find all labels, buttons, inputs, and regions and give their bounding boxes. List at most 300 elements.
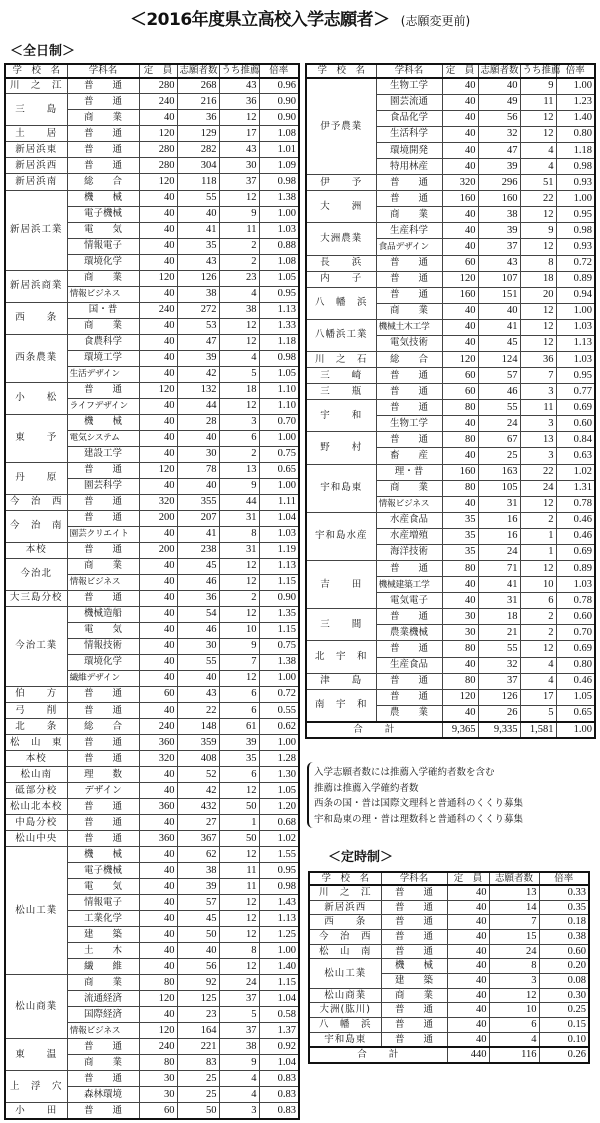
- value-cell: 36: [177, 110, 219, 126]
- value-cell: 40: [442, 448, 478, 464]
- value-cell: 40: [139, 286, 177, 302]
- table-row: [5, 1039, 299, 1055]
- value-cell: 40: [442, 416, 478, 432]
- value-cell: 120: [139, 382, 177, 398]
- value-cell: 40: [139, 911, 177, 927]
- value-cell: 160: [442, 191, 478, 207]
- value-cell: 60: [442, 368, 478, 384]
- value-cell: 1.55: [259, 847, 299, 863]
- value-cell: 12: [219, 606, 259, 622]
- value-cell: 120: [442, 689, 478, 705]
- value-cell: 1.03: [556, 319, 595, 335]
- school-name: 長 浜: [306, 255, 376, 271]
- value-cell: 1.37: [259, 1023, 299, 1039]
- value-cell: 0.84: [556, 432, 595, 448]
- value-cell: 124: [478, 352, 520, 368]
- value-cell: 40: [442, 110, 478, 126]
- value-cell: 39: [478, 223, 520, 239]
- value-cell: 40: [177, 670, 219, 686]
- value-cell: 22: [520, 464, 556, 480]
- value-cell: 1.11: [259, 494, 299, 510]
- school-name: 三 島: [5, 94, 67, 126]
- school-name: 野 村: [306, 432, 376, 464]
- value-cell: 40: [177, 206, 219, 222]
- value-cell: 12: [219, 895, 259, 911]
- value-cell: 160: [442, 464, 478, 480]
- value-cell: 15: [489, 930, 539, 945]
- value-cell: 304: [177, 158, 219, 174]
- value-cell: 0.69: [556, 544, 595, 560]
- value-cell: 40: [139, 334, 177, 350]
- value-cell: 120: [139, 174, 177, 190]
- value-cell: 32: [478, 126, 520, 142]
- value-cell: 11: [520, 94, 556, 110]
- table-row: [306, 609, 595, 625]
- value-cell: 41: [177, 526, 219, 542]
- table-row: [306, 78, 595, 94]
- value-cell: 39: [478, 159, 520, 175]
- value-cell: 3: [219, 414, 259, 430]
- value-cell: 12: [219, 190, 259, 206]
- value-cell: 0.98: [259, 350, 299, 366]
- total-capacity: 9,365: [442, 722, 478, 738]
- value-cell: 14: [489, 900, 539, 915]
- value-cell: 2: [219, 446, 259, 462]
- value-cell: 7: [489, 915, 539, 930]
- value-cell: 282: [177, 142, 219, 158]
- dept-name: 普 通: [381, 900, 447, 915]
- dept-name: 普 通: [376, 191, 442, 207]
- value-cell: 5: [219, 366, 259, 382]
- value-cell: 43: [219, 142, 259, 158]
- value-cell: 83: [177, 1055, 219, 1071]
- note: 推薦は推薦入学確約者数: [314, 782, 419, 794]
- value-cell: 40: [447, 900, 489, 915]
- school-name: 西 条: [309, 915, 381, 930]
- dept-name: 普 通: [381, 944, 447, 959]
- total-applicants: 116: [489, 1047, 539, 1063]
- dept-name: 工業化学: [67, 911, 139, 927]
- value-cell: 0.65: [259, 462, 299, 478]
- value-cell: 0.89: [556, 271, 595, 287]
- dept-name: 普 通: [381, 1032, 447, 1047]
- value-cell: 120: [442, 352, 478, 368]
- table-row: [306, 352, 595, 368]
- dept-name: 機 械: [67, 847, 139, 863]
- value-cell: 12: [520, 207, 556, 223]
- dept-name: 森林環境: [67, 1087, 139, 1103]
- value-cell: 8: [219, 943, 259, 959]
- value-cell: 41: [177, 222, 219, 238]
- value-cell: 40: [139, 318, 177, 334]
- col-applicants: 志願者数: [489, 872, 539, 885]
- dept-name: 普 通: [381, 1018, 447, 1033]
- table-row: [5, 606, 299, 622]
- value-cell: 0.33: [539, 885, 589, 900]
- dept-name: 機械造船: [67, 606, 139, 622]
- dept-name: 普 通: [376, 609, 442, 625]
- dept-name: 情報ビジネス: [67, 574, 139, 590]
- value-cell: 71: [478, 561, 520, 577]
- teiji-table: [308, 871, 590, 1064]
- value-cell: 7: [520, 368, 556, 384]
- value-cell: 0.93: [556, 239, 595, 255]
- dept-name: 水産食品: [376, 512, 442, 528]
- notes: [307, 762, 597, 828]
- table-row: [5, 1103, 299, 1119]
- value-cell: 12: [520, 496, 556, 512]
- col-dept: 学科名: [67, 64, 139, 78]
- value-cell: 35: [442, 512, 478, 528]
- table-row: [5, 751, 299, 767]
- dept-name: 情報ビジネス: [67, 1023, 139, 1039]
- school-name: 上 浮 穴: [5, 1071, 67, 1103]
- dept-name: 総 合: [376, 352, 442, 368]
- value-cell: 12: [219, 558, 259, 574]
- value-cell: 30: [177, 638, 219, 654]
- value-cell: 28: [177, 414, 219, 430]
- value-cell: 1.10: [259, 398, 299, 414]
- value-cell: 0.60: [539, 944, 589, 959]
- value-cell: 129: [177, 126, 219, 142]
- value-cell: 216: [177, 94, 219, 110]
- zennichi-table-left: [4, 63, 300, 1120]
- school-name: 今 治 西: [5, 494, 67, 510]
- value-cell: 1.04: [259, 1055, 299, 1071]
- value-cell: 1.09: [259, 158, 299, 174]
- value-cell: 8: [219, 526, 259, 542]
- school-name: 小 松: [5, 382, 67, 414]
- value-cell: 16: [478, 528, 520, 544]
- table-row: [309, 1032, 589, 1047]
- value-cell: 25: [478, 448, 520, 464]
- dept-name: 農 業: [376, 705, 442, 722]
- value-cell: 25: [177, 1071, 219, 1087]
- value-cell: 1: [520, 528, 556, 544]
- value-cell: 40: [442, 335, 478, 351]
- total-capacity: 440: [447, 1047, 489, 1063]
- value-cell: 1.03: [556, 577, 595, 593]
- value-cell: 54: [177, 606, 219, 622]
- school-name: 今治工業: [5, 606, 67, 686]
- value-cell: 40: [447, 930, 489, 945]
- value-cell: 0.90: [259, 94, 299, 110]
- col-recommended: うち推薦: [219, 64, 259, 78]
- total-row: [306, 722, 595, 738]
- value-cell: 40: [139, 222, 177, 238]
- dept-name: 普 通: [376, 673, 442, 689]
- value-cell: 40: [442, 143, 478, 159]
- value-cell: 238: [177, 542, 219, 558]
- dept-name: 繊維デザイン: [67, 670, 139, 686]
- school-name: 宇和島東: [309, 1032, 381, 1047]
- value-cell: 40: [139, 895, 177, 911]
- value-cell: 37: [219, 1023, 259, 1039]
- value-cell: 118: [177, 174, 219, 190]
- value-cell: 43: [177, 254, 219, 270]
- value-cell: 18: [520, 271, 556, 287]
- value-cell: 50: [177, 927, 219, 943]
- dept-name: 電 気: [67, 879, 139, 895]
- value-cell: 9: [219, 206, 259, 222]
- value-cell: 4: [219, 350, 259, 366]
- value-cell: 41: [478, 577, 520, 593]
- value-cell: 6: [219, 767, 259, 783]
- value-cell: 125: [177, 991, 219, 1007]
- value-cell: 367: [177, 831, 219, 847]
- value-cell: 40: [139, 783, 177, 799]
- value-cell: 20: [520, 287, 556, 303]
- value-cell: 40: [139, 927, 177, 943]
- value-cell: 126: [478, 689, 520, 705]
- value-cell: 30: [139, 1071, 177, 1087]
- table-row: [5, 1071, 299, 1087]
- value-cell: 31: [478, 593, 520, 609]
- value-cell: 40: [442, 593, 478, 609]
- school-name: 三 瓶: [306, 384, 376, 400]
- value-cell: 0.46: [556, 528, 595, 544]
- dept-name: 普 通: [67, 1103, 139, 1119]
- dept-name: 情報ビジネス: [67, 286, 139, 302]
- value-cell: 67: [478, 432, 520, 448]
- value-cell: 40: [139, 238, 177, 254]
- dept-name: 電気システム: [67, 430, 139, 446]
- value-cell: 6: [219, 703, 259, 719]
- value-cell: 40: [447, 1018, 489, 1033]
- col-school: 学 校 名: [309, 872, 381, 885]
- value-cell: 0.72: [259, 686, 299, 702]
- dept-name: 商 業: [67, 1055, 139, 1071]
- value-cell: 40: [139, 190, 177, 206]
- value-cell: 200: [139, 542, 177, 558]
- dept-name: 電気電子: [376, 593, 442, 609]
- value-cell: 31: [219, 510, 259, 526]
- school-name: 大洲農業: [306, 223, 376, 255]
- value-cell: 42: [177, 783, 219, 799]
- school-name: 西 条: [5, 302, 67, 334]
- value-cell: 1.10: [259, 382, 299, 398]
- value-cell: 4: [219, 1071, 259, 1087]
- col-applicants: 志願者数: [177, 64, 219, 78]
- value-cell: 40: [139, 767, 177, 783]
- value-cell: 1.13: [259, 302, 299, 318]
- value-cell: 22: [177, 703, 219, 719]
- table-row: [5, 703, 299, 719]
- table-row: [5, 510, 299, 526]
- value-cell: 1.15: [259, 574, 299, 590]
- value-cell: 0.80: [556, 126, 595, 142]
- value-cell: 296: [478, 175, 520, 191]
- col-school: 学 校 名: [5, 64, 67, 78]
- dept-name: 水産増殖: [376, 528, 442, 544]
- value-cell: 4: [520, 673, 556, 689]
- value-cell: 12: [520, 319, 556, 335]
- value-cell: 40: [139, 863, 177, 879]
- value-cell: 41: [478, 319, 520, 335]
- value-cell: 51: [520, 175, 556, 191]
- value-cell: 120: [139, 1023, 177, 1039]
- table-row: [5, 542, 299, 558]
- table-row: [5, 767, 299, 783]
- value-cell: 1.02: [556, 464, 595, 480]
- dept-name: 情報電子: [67, 238, 139, 254]
- dept-name: 食農科学: [67, 334, 139, 350]
- value-cell: 2: [219, 590, 259, 606]
- value-cell: 7: [219, 654, 259, 670]
- school-name: 新居浜東: [5, 142, 67, 158]
- value-cell: 360: [139, 735, 177, 751]
- value-cell: 12: [520, 110, 556, 126]
- value-cell: 268: [177, 78, 219, 94]
- value-cell: 40: [139, 590, 177, 606]
- value-cell: 8: [489, 959, 539, 974]
- value-cell: 12: [520, 239, 556, 255]
- value-cell: 0.58: [259, 1007, 299, 1023]
- value-cell: 0.96: [259, 78, 299, 94]
- value-cell: 61: [219, 719, 259, 735]
- value-cell: 40: [139, 254, 177, 270]
- table-row: [5, 975, 299, 991]
- value-cell: 0.95: [556, 368, 595, 384]
- value-cell: 56: [177, 959, 219, 975]
- value-cell: 1.15: [259, 622, 299, 638]
- value-cell: 40: [139, 206, 177, 222]
- value-cell: 1.04: [259, 510, 299, 526]
- table-row: [5, 78, 299, 94]
- value-cell: 148: [177, 719, 219, 735]
- value-cell: 32: [478, 657, 520, 673]
- value-cell: 42: [177, 366, 219, 382]
- school-name: 北 宇 和: [306, 641, 376, 673]
- value-cell: 0.38: [539, 930, 589, 945]
- value-cell: 40: [139, 446, 177, 462]
- table-row: [5, 334, 299, 350]
- table-row: [306, 223, 595, 239]
- value-cell: 50: [219, 831, 259, 847]
- teiji-body: [309, 885, 589, 1047]
- dept-name: 普 通: [376, 384, 442, 400]
- value-cell: 280: [139, 158, 177, 174]
- value-cell: 200: [139, 510, 177, 526]
- value-cell: 0.70: [556, 625, 595, 641]
- value-cell: 1.25: [259, 927, 299, 943]
- dept-name: 環境化学: [67, 254, 139, 270]
- value-cell: 12: [219, 398, 259, 414]
- dept-name: 園芸流通: [376, 94, 442, 110]
- table-row: [306, 464, 595, 480]
- value-cell: 5: [520, 705, 556, 722]
- table-row: [5, 382, 299, 398]
- total-label: 合 計: [306, 722, 442, 738]
- value-cell: 3: [520, 448, 556, 464]
- dept-name: 農業機械: [376, 625, 442, 641]
- value-cell: 0.83: [259, 1103, 299, 1119]
- dept-name: 園芸クリエイト: [67, 526, 139, 542]
- value-cell: 1.00: [259, 735, 299, 751]
- value-cell: 12: [219, 927, 259, 943]
- value-cell: 1.38: [259, 190, 299, 206]
- school-name: 砥部分校: [5, 783, 67, 799]
- value-cell: 24: [219, 975, 259, 991]
- value-cell: 40: [447, 988, 489, 1003]
- value-cell: 160: [478, 191, 520, 207]
- value-cell: 57: [478, 368, 520, 384]
- value-cell: 55: [177, 190, 219, 206]
- value-cell: 0.83: [259, 1071, 299, 1087]
- school-name: 丹 原: [5, 462, 67, 494]
- value-cell: 55: [478, 641, 520, 657]
- value-cell: 47: [478, 143, 520, 159]
- value-cell: 40: [447, 885, 489, 900]
- value-cell: 1.00: [556, 78, 595, 94]
- school-name: 松山中央: [5, 831, 67, 847]
- value-cell: 80: [442, 641, 478, 657]
- dept-name: 普 通: [67, 462, 139, 478]
- value-cell: 50: [177, 1103, 219, 1119]
- value-cell: 35: [177, 238, 219, 254]
- value-cell: 12: [219, 959, 259, 975]
- value-cell: 1.13: [259, 911, 299, 927]
- value-cell: 40: [139, 430, 177, 446]
- dept-name: 普 通: [67, 751, 139, 767]
- value-cell: 1.02: [259, 831, 299, 847]
- school-name: 川 之 石: [306, 352, 376, 368]
- value-cell: 80: [139, 975, 177, 991]
- value-cell: 24: [478, 416, 520, 432]
- value-cell: 38: [177, 286, 219, 302]
- school-name: 松山商業: [309, 988, 381, 1003]
- value-cell: 1.00: [259, 430, 299, 446]
- dept-name: 生活科学: [376, 126, 442, 142]
- value-cell: 0.18: [539, 915, 589, 930]
- dept-name: 普 通: [67, 78, 139, 94]
- total-row: [309, 1047, 589, 1063]
- value-cell: 56: [478, 110, 520, 126]
- value-cell: 0.55: [259, 703, 299, 719]
- table-row: [5, 494, 299, 510]
- left-body: [5, 78, 299, 1119]
- value-cell: 6: [219, 430, 259, 446]
- value-cell: 40: [139, 670, 177, 686]
- value-cell: 80: [442, 561, 478, 577]
- value-cell: 39: [177, 350, 219, 366]
- value-cell: 60: [442, 255, 478, 271]
- value-cell: 12: [489, 988, 539, 1003]
- dept-name: 商 業: [67, 110, 139, 126]
- value-cell: 3: [489, 974, 539, 989]
- value-cell: 37: [219, 991, 259, 1007]
- dept-name: 商 業: [67, 270, 139, 286]
- school-name: 松山北本校: [5, 799, 67, 815]
- table-row: [5, 831, 299, 847]
- dept-name: 電 気: [67, 622, 139, 638]
- dept-name: 普 通: [381, 885, 447, 900]
- dept-name: 普 通: [67, 799, 139, 815]
- value-cell: 37: [478, 239, 520, 255]
- dept-name: 海洋技術: [376, 544, 442, 560]
- value-cell: 40: [442, 577, 478, 593]
- value-cell: 80: [442, 480, 478, 496]
- table-row: [306, 673, 595, 689]
- table-row: [306, 287, 595, 303]
- school-name: 土 居: [5, 126, 67, 142]
- school-name: 松 山 南: [309, 944, 381, 959]
- dept-name: 生物工学: [376, 78, 442, 94]
- value-cell: 12: [520, 641, 556, 657]
- value-cell: 1.13: [259, 558, 299, 574]
- value-cell: 1.05: [259, 270, 299, 286]
- dept-name: 情報ビジネス: [376, 496, 442, 512]
